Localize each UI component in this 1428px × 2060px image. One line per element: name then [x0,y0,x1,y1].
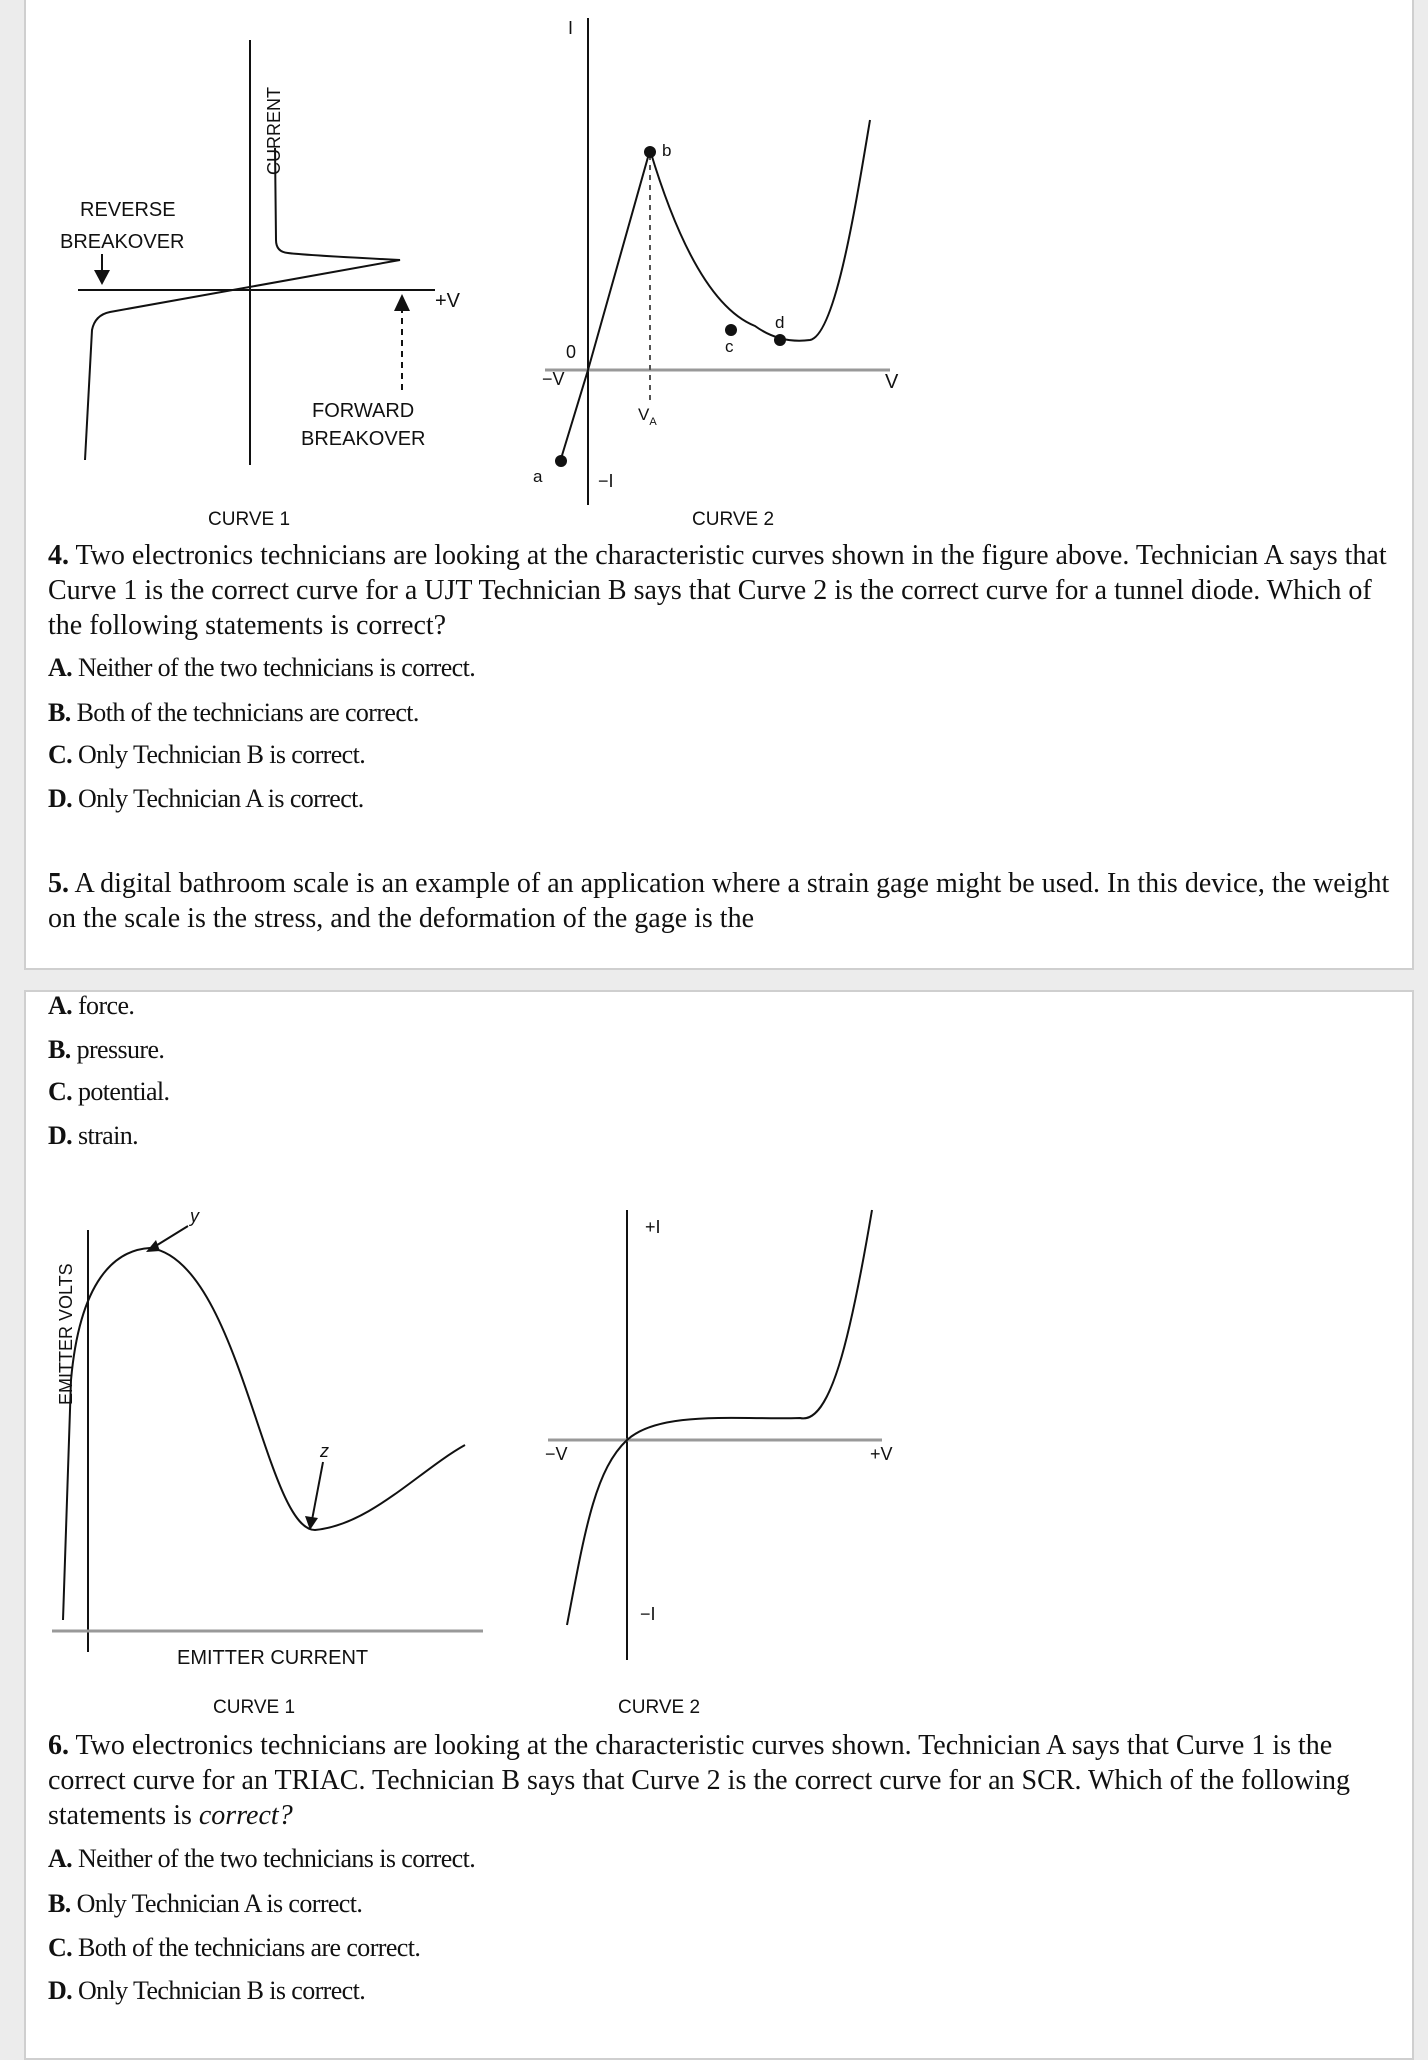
point-y-arrow [154,1226,188,1247]
q5-option-a[interactable]: A. force. [48,991,135,1020]
curve2-characteristic [560,120,870,462]
forward-breakover-arrowhead [394,294,410,311]
q4-option-b[interactable]: B. Both of the technicians are correct. [48,698,419,727]
point-a [555,455,567,467]
question-4-text: 4. Two electronics technicians are looking at the characteristic curves shown in the figure above. Technician A says that Curve 1 is the correct curve for a UJT Technician B says that Curve 2 is the correct curve for a tunnel diode. Which of the following statements is correct? [48,540,1387,641]
q6-option-c[interactable]: C. Both of the technicians are correct. [48,1933,421,1962]
point-b-label: b [662,141,672,160]
emitter-current-label: EMITTER CURRENT [177,1647,369,1669]
fig2-curve2-v-right: +V [870,1444,893,1464]
point-b [644,146,656,158]
forward-breakover-label-1: FORWARD [312,400,415,422]
curve2-v-left: −V [542,369,565,389]
q6-option-d[interactable]: D. Only Technician B is correct. [48,1976,366,2005]
fig2-curve2-i-top: +I [645,1217,661,1237]
reverse-breakover-label-2: BREAKOVER [60,231,185,253]
plus-v-label: +V [435,290,461,312]
curve2-i-bottom: −I [598,471,614,491]
q5-option-b[interactable]: B. pressure. [48,1035,165,1064]
point-d [774,334,786,346]
fig2-curve2-characteristic [567,1210,872,1625]
fig2-curve1-characteristic [63,1248,465,1620]
curve1-y-axis-label: CURRENT [264,87,284,175]
question-6-text: 6. Two electronics technicians are looking at the characteristic curves shown. Technician A says that Curve 1 is the correct curve for an TRIAC. Technician B says that Curve 2 is the correct curve for an SCR. Which of the following statements is correct? [48,1730,1350,1831]
curve2-origin: 0 [566,342,577,362]
fig2-curve2-caption: CURVE 2 [618,1697,701,1718]
curve2-v-right: V [885,371,899,393]
q6-option-b[interactable]: B. Only Technician A is correct. [48,1889,363,1918]
emitter-volts-label: EMITTER VOLTS [56,1263,76,1405]
figure2-curve2 [530,1200,930,1720]
q5-option-c[interactable]: C. potential. [48,1077,170,1106]
point-y-arrowhead [146,1240,160,1252]
fig2-curve1-caption: CURVE 1 [213,1697,296,1718]
forward-breakover-label-2: BREAKOVER [301,428,426,450]
curve1-caption: CURVE 1 [208,509,291,530]
q4-option-d[interactable]: D. Only Technician A is correct. [48,784,364,813]
reverse-breakover-label-1: REVERSE [80,199,176,221]
figure2-curve1 [40,1200,500,1720]
curve2-va-label: $V_A$ [638,405,657,428]
question-5-text: 5. A digital bathroom scale is an example of an application where a strain gage might be used. In this device, the weight on the scale is the stress, and the deformation of the gage is the [48,868,1390,934]
q4-option-c[interactable]: C. Only Technician B is correct. [48,740,366,769]
q5-option-d[interactable]: D. strain. [48,1121,139,1150]
q6-option-a[interactable]: A. Neither of the two technicians is correct. [48,1844,476,1873]
figure1-curve2 [530,10,930,540]
curve2-caption: CURVE 2 [692,509,775,530]
point-c-label: c [725,337,734,356]
fig2-curve2-v-left: −V [545,1444,568,1464]
point-a-label: a [533,467,543,486]
point-c [725,324,737,336]
curve2-i-top: I [568,18,574,38]
fig2-curve2-i-bottom: −I [640,1604,656,1624]
point-z-arrow [312,1462,323,1520]
point-z-label: z [320,1441,329,1461]
point-d-label: d [775,313,785,332]
figure1-curve1 [40,20,480,540]
q4-option-a[interactable]: A. Neither of the two technicians is correct. [48,653,476,682]
point-y-label: y [190,1206,199,1226]
reverse-breakover-arrowhead [94,270,110,285]
